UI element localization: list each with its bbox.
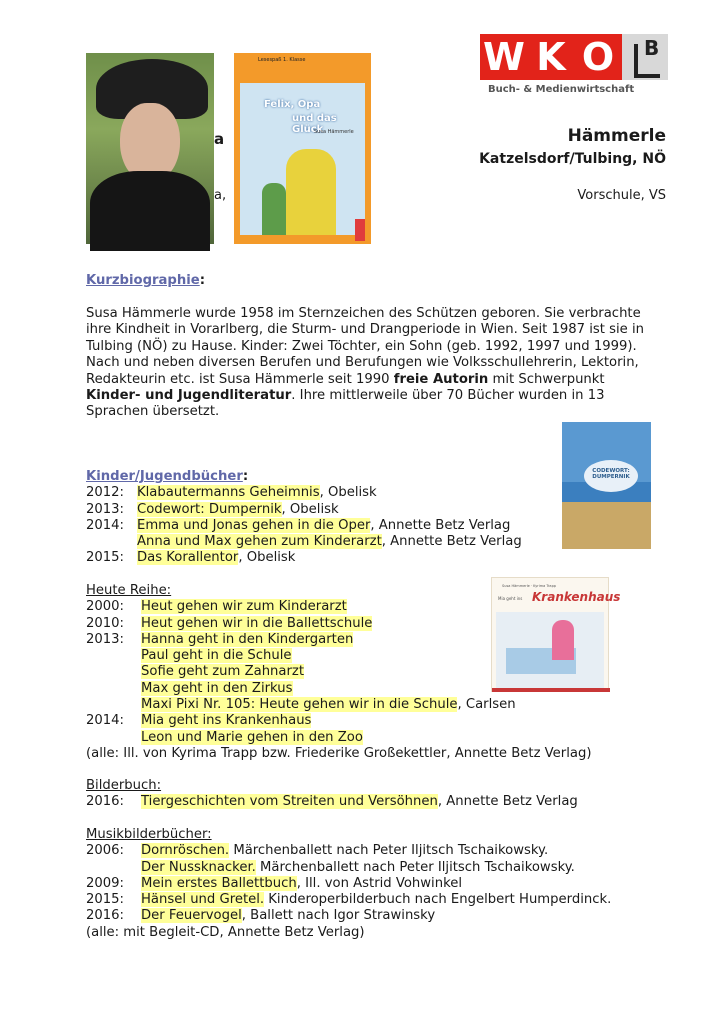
entry-year: 2015: [86, 892, 125, 908]
book-entry [86, 697, 591, 713]
entry-year: 2015: [86, 550, 125, 566]
entry-year: 2012: [86, 485, 125, 501]
entry-title: Heut gehen wir in die Ballettschule [141, 615, 373, 631]
author-photo [86, 53, 214, 244]
entry-title: Sofie geht zum Zahnarzt [141, 664, 305, 680]
bio-text [86, 306, 646, 421]
bio-text-part: . Ihre mittlerweile über 70 Bücher wurden in 13 Sprachen übersetzt. [86, 388, 605, 420]
cover-title: CODEWORT: DUMPERNIK [592, 468, 630, 480]
entry-year: 2006: [86, 843, 125, 859]
entry-title: Paul geht in die Schule [141, 648, 292, 664]
heute-note: (alle: Ill. von Kyrima Trapp bzw. Friederike Großekettler, Annette Betz Verlag) [86, 745, 592, 761]
heute-heading: Heute Reihe: [86, 583, 172, 598]
entry-publisher: , Ill. von Astrid Vohwinkel [296, 875, 463, 891]
kinder-heading-row [86, 469, 522, 485]
book-entry [86, 518, 522, 534]
entry-year: 2016: [86, 794, 125, 810]
cover-authors: Susa Hämmerle · Kyrima Trapp [502, 584, 557, 588]
child-figure [262, 183, 286, 235]
entry-year: 2013: [86, 501, 125, 517]
entry-publisher: , Annette Betz Verlag [381, 534, 522, 550]
bilderbuch-section [86, 778, 578, 811]
logo-badge [622, 34, 668, 80]
book-entry [86, 730, 591, 746]
coat-shape [90, 171, 210, 251]
bio-heading: Kurzbiographie [86, 273, 200, 288]
musik-note: (alle: mit Begleit-CD, Annette Betz Verlag) [86, 924, 365, 940]
book-entry [86, 534, 522, 550]
logo-letter-o: O [574, 34, 622, 80]
entry-year: 2014: [86, 517, 125, 533]
author-surname: Hämmerle [567, 126, 666, 146]
bilderbuch-list [86, 794, 578, 810]
book-title-line1: Felix, Opa [264, 99, 321, 110]
book-cover-felix [234, 53, 371, 244]
bio-text-part: mit Schwerpunkt [488, 371, 605, 387]
book-entry [86, 648, 591, 664]
entry-publisher: , Annette Betz Verlag [370, 517, 511, 533]
hidden-age-fragment: a, [214, 188, 227, 203]
kinder-heading-colon: : [242, 469, 249, 484]
book-entry [86, 860, 611, 876]
entry-title: Tiergeschichten vom Streiten und Versöhnen [141, 794, 438, 810]
book-entry [86, 876, 611, 892]
entry-title: Dornröschen. [141, 843, 230, 859]
entry-year: 2013: [86, 631, 125, 647]
book-entry [86, 843, 611, 859]
bio-heading-colon: : [199, 273, 205, 288]
kinder-section [86, 469, 522, 567]
book-entry [86, 632, 591, 648]
wko-logo [480, 34, 676, 100]
book-cover-codewort [562, 422, 651, 549]
entry-publisher: Märchenballett nach Peter Iljitsch Tschaikowsky. [229, 843, 549, 859]
bio-paragraph-1: Susa Hämmerle wurde 1958 im Sternzeichen des Schützen geboren. Sie verbrachte ihre Kindheit in Vorarlberg, die Sturm- und Drangperiode in Wien. Seit 1987 ist sie in Tulbing (NÖ) zu Hause. Kinder: Zwei Töchter, ein Sohn (geb. 1992, 1997 und 1999). [86, 306, 645, 354]
entry-title: Hanna geht in den Kindergarten [141, 631, 354, 647]
entry-year: 2010: [86, 615, 125, 631]
bio-paragraph-2 [86, 355, 646, 421]
bilderbuch-heading: Bilderbuch: [86, 778, 162, 793]
entry-publisher: , Obelisk [281, 501, 339, 517]
musik-heading: Musikbilderbücher: [86, 827, 212, 842]
book-entry [86, 502, 522, 518]
heute-list [86, 599, 591, 746]
book-entry [86, 713, 591, 729]
bio-text-part: Nach und neben diversen Berufen und Berufungen wie Volksschullehrerin, Lektorin, Redakteurin etc. ist Susa Hämmerle seit 1990 [86, 355, 639, 387]
grandpa-figure [286, 149, 336, 235]
entry-publisher: , Annette Betz Verlag [437, 794, 578, 810]
book-entry [86, 485, 522, 501]
entry-year: 2014: [86, 713, 125, 729]
book-entry [86, 664, 591, 680]
book-entry [86, 908, 611, 924]
entry-title: Klabautermanns Geheimnis [137, 485, 320, 501]
entry-publisher: , Carlsen [457, 697, 516, 713]
logo-letter-k: K [527, 34, 575, 80]
entry-title: Heut gehen wir zum Kinderarzt [141, 599, 347, 615]
book-entry [86, 599, 591, 615]
musik-list [86, 843, 611, 924]
entry-title: Max geht in den Zirkus [141, 680, 293, 696]
book-entry [86, 681, 591, 697]
entry-publisher: Kinderoperbilderbuch nach Engelbert Humperdinck. [264, 892, 612, 908]
bio-bold-freie-autorin: freie Autorin [393, 371, 489, 387]
target-ages: Vorschule, VS [577, 188, 666, 203]
book-entry [86, 794, 578, 810]
entry-year: 2016: [86, 908, 125, 924]
entry-year: 2000: [86, 599, 125, 615]
entry-year: 2009: [86, 875, 125, 891]
kinder-list [86, 485, 522, 566]
hidden-name-fragment: a [214, 130, 225, 148]
bio-bold-genre: Kinder- und Jugendliteratur [86, 388, 292, 404]
entry-publisher: , Obelisk [319, 485, 377, 501]
entry-title: Mia geht ins Krankenhaus [141, 713, 312, 729]
musik-section [86, 827, 611, 941]
kinder-heading: Kinder/Jugendbücher [86, 469, 243, 484]
entry-title: Emma und Jonas gehen in die Oper [137, 517, 371, 533]
logo-subtitle: Buch- & Medienwirtschaft [488, 84, 635, 95]
entry-title: Der Feuervogel [141, 908, 242, 924]
cover-title-label [584, 460, 638, 492]
book-series-line: Lesespaß 1. Klasse [258, 57, 306, 63]
entry-publisher: , Ballett nach Igor Strawinsky [241, 908, 436, 924]
entry-publisher: Märchenballett nach Peter Iljitsch Tschaikowsky. [255, 859, 575, 875]
logo-letter-w: W [480, 34, 528, 80]
cover-title: Krankenhaus [532, 590, 621, 604]
entry-title: Das Korallentor [137, 550, 239, 566]
heute-section [86, 583, 591, 762]
publisher-logo [355, 219, 365, 241]
entry-title: Hänsel und Gretel. [141, 892, 265, 908]
entry-title: Codewort: Dumpernik [137, 501, 282, 517]
entry-title: Anna und Max gehen zum Kinderarzt [137, 534, 382, 550]
entry-title: Leon und Marie gehen in den Zoo [141, 729, 363, 745]
entry-title: Der Nussknacker. [141, 859, 256, 875]
book-title-line2: und das Glück [292, 113, 337, 135]
book-entry [86, 892, 611, 908]
bio-heading-row [86, 273, 205, 288]
entry-title: Maxi Pixi Nr. 105: Heute gehen wir in die Schule [141, 697, 458, 713]
entry-publisher: , Obelisk [238, 550, 296, 566]
logo-badge-letter: B [644, 36, 660, 60]
book-author: Susa Hämmerle [314, 129, 354, 135]
author-location: Katzelsdorf/Tulbing, NÖ [479, 151, 666, 167]
book-entry [86, 550, 522, 566]
entry-title: Mein erstes Ballettbuch [141, 875, 297, 891]
book-entry [86, 616, 591, 632]
cover-title-small: Mia geht ins [498, 596, 523, 601]
cover-ground [562, 502, 651, 549]
